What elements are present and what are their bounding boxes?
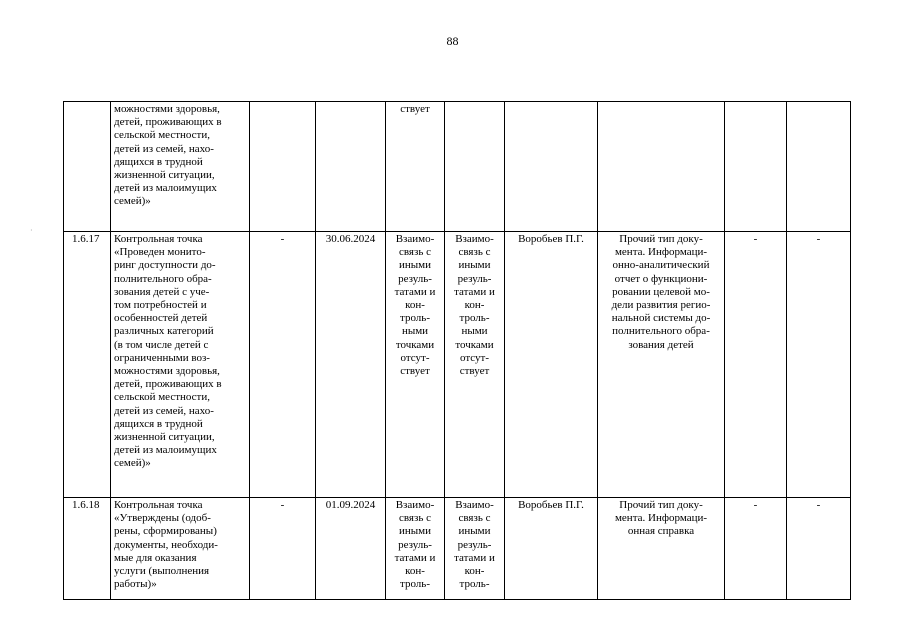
cell-start-date: -: [250, 498, 316, 600]
cell-successors: Взаимо- связь с иными резуль- татами и кон- троль-: [445, 498, 505, 600]
cell-start-date: [250, 102, 316, 232]
cell-extra-2: -: [787, 498, 851, 600]
cell-extra-2: -: [787, 232, 851, 498]
cell-extra-2: [787, 102, 851, 232]
cell-predecessors: Взаимо- связь с иными резуль- татами и кон- троль-: [386, 498, 445, 600]
cell-extra-1: [725, 102, 787, 232]
cell-start-date: -: [250, 232, 316, 498]
cell-successors: [445, 102, 505, 232]
cell-predecessors: Взаимо- связь с иными резуль- татами и кон- троль- ными точками отсут- ствует: [386, 232, 445, 498]
document-table: [63, 101, 851, 600]
cell-responsible: Воробьев П.Г.: [505, 232, 598, 498]
cell-predecessors: ствует: [386, 102, 445, 232]
cell-document-type: Прочий тип доку- мента. Информаци- онно-аналитический отчет о функциони- ровании целевой мо- дели развития регио- нальной системы до- полнительного обра- зования детей: [598, 232, 725, 498]
cell-number: 1.6.18: [64, 498, 111, 600]
cell-end-date: 01.09.2024: [316, 498, 386, 600]
table-row: [64, 102, 851, 232]
cell-name: Контрольная точка «Утверждены (одоб- рены, сформированы) документы, необходи- мые для оказания услуги (выполнения работы)»: [111, 498, 250, 600]
page-number: 88: [446, 34, 459, 48]
cell-name: Контрольная точка «Проведен монито- ринг доступности до- полнительного обра- зования детей с уче- том потребностей и особенностей детей различных категорий (в том числе детей с ограниченными воз- можностями здоровья, детей, проживающих в сельской местности, детей из семей, нахо- дящихся в трудной жизненной ситуации, детей из малоимущих семей)»: [111, 232, 250, 498]
cell-responsible: Воробьев П.Г.: [505, 498, 598, 600]
scan-artifact: ·: [30, 226, 33, 235]
cell-successors: Взаимо- связь с иными резуль- татами и кон- троль- ными точками отсут- ствует: [445, 232, 505, 498]
cell-extra-1: -: [725, 232, 787, 498]
cell-number: 1.6.17: [64, 232, 111, 498]
cell-name: можностями здоровья, детей, проживающих в сельской местности, детей из семей, нахо- дящихся в трудной жизненной ситуации, детей из малоимущих семей)»: [111, 102, 250, 232]
cell-end-date: 30.06.2024: [316, 232, 386, 498]
cell-document-type: Прочий тип доку- мента. Информаци- онная справка: [598, 498, 725, 600]
cell-responsible: [505, 102, 598, 232]
cell-number: [64, 102, 111, 232]
cell-extra-1: -: [725, 498, 787, 600]
cell-document-type: [598, 102, 725, 232]
table-row: [64, 498, 851, 600]
table-row: [64, 232, 851, 498]
cell-end-date: [316, 102, 386, 232]
